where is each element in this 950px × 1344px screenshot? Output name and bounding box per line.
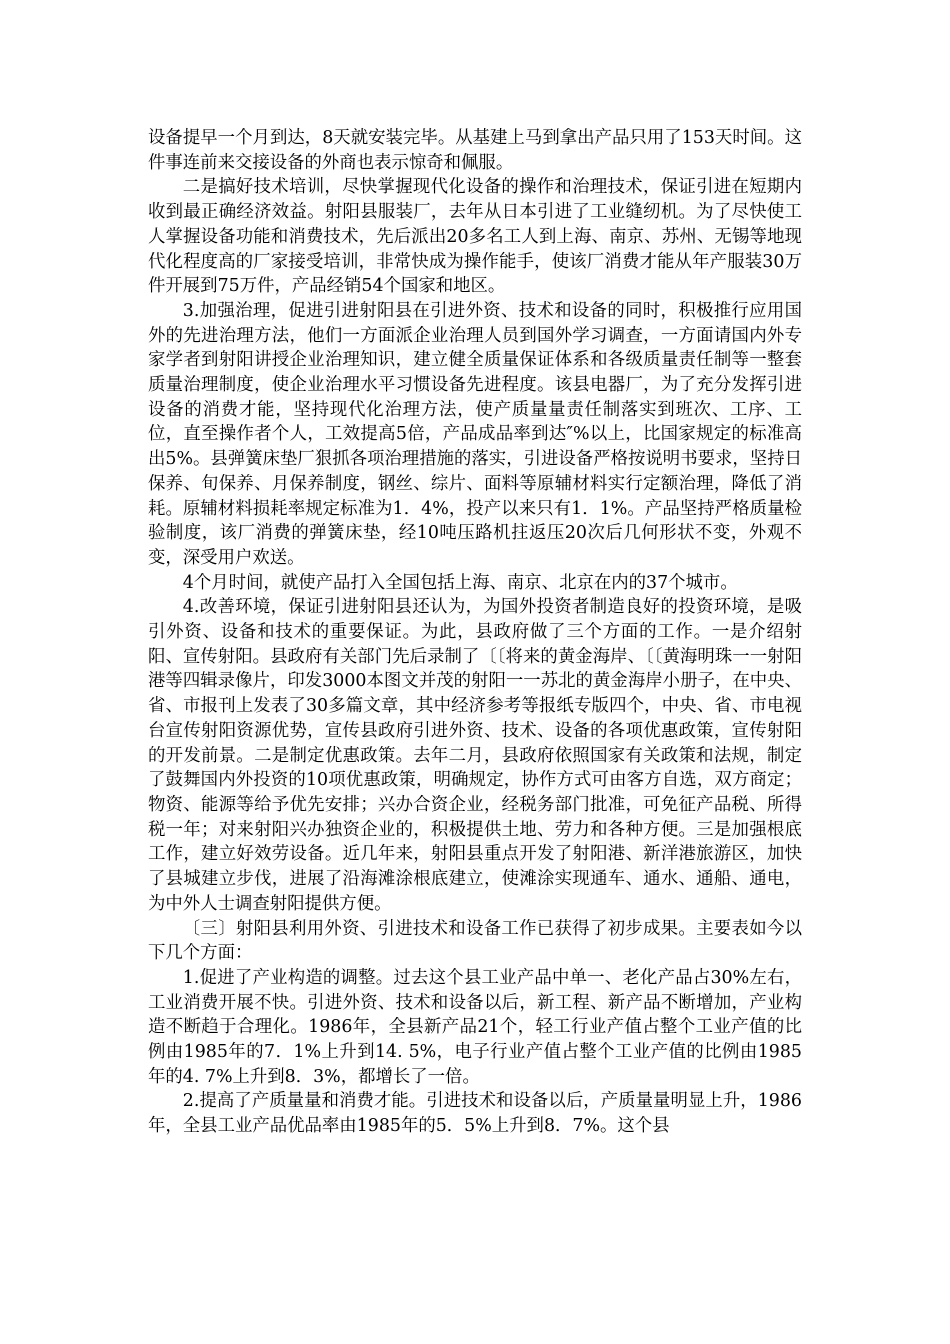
paragraph-1: 设备提早一个月到达，8天就安装完毕。从基建上马到拿出产品只用了153天时间。这件事连前来交接设备的外商也表示惊奇和佩服。 bbox=[148, 128, 802, 173]
paragraph-6: 〔三〕射阳县利用外资、引进技术和设备工作已获得了初步成果。主要表如今以下几个方面： bbox=[148, 918, 802, 964]
paragraph-5: 4.改善环境，保证引进射阳县还认为，为国外投资者制造良好的投资环境，是吸引外资、设备和技术的重要保证。为此，县政府做了三个方面的工作。一是介绍射阳、宣传射阳。县政府有关部门先后录制了〔〔将来的黄金海岸、〔〔黄海明珠一一射阳港等四辑录像片，印发3000本图文并茂的射阳一一苏北的黄金海岸小册子，在中央、省、市报刊上发表了30多篇文章，其中经济参考等报纸专版四个，中央、省、市电视台宣传射阳资源优势，宣传县政府引进外资、技术、设备的各项优惠政策，宣传射阳的开发前景。二是制定优惠政策。去年二月，县政府依照国家有关政策和法规，制定了鼓舞国内外投资的10项优惠政策，明确规定，协作方式可由客方自选，双方商定；物资、能源等给予优先安排；兴办合资企业，经税务部门批准，可免征产品税、所得税一年；对来射阳兴办独资企业的，积极提供土地、劳力和各种方便。三是加强根底工作，建立好效劳设备。近几年来，射阳县重点开发了射阳港、新洋港旅游区，加快了县城建立步伐，进展了沿海滩涂根底建立，使滩涂实现通车、通水、通船、通电，为中外人士调查射阳提供方便。 bbox=[148, 597, 802, 914]
document-body bbox=[148, 126, 802, 1139]
paragraph-4: 4个月时间，就使产品打入全国包括上海、南京、北京在内的37个城市。 bbox=[182, 572, 738, 593]
paragraph-7: 1.促进了产业构造的调整。过去这个县工业产品中单一、老化产品占30%左右，工业消费开展不快。引进外资、技术和设备以后，新工程、新产品不断增加，产业构造不断趋于合理化。1986年，全县新产品21个，轻工行业产值占整个工业产值的比例由1985年的7．1%上升到14. 5%，电子行业产值占整个工业产值的比例由1985年的4. 7%上升到8．3%，都增长了一倍。 bbox=[148, 967, 802, 1087]
paragraph-8: 2.提高了产质量量和消费才能。引进技术和设备以后，产质量量明显上升，1986年，全县工业产品优品率由1985年的5．5%上升到8．7%。这个县 bbox=[148, 1091, 802, 1137]
paragraph-2: 二是搞好技术培训，尽快掌握现代化设备的操作和治理技术，保证引进在短期内收到最正确经济效益。射阳县服装厂，去年从日本引进了工业缝纫机。为了尽快使工人掌握设备功能和消费技术，先后派出20多名工人到上海、南京、苏州、无锡等地现代化程度高的厂家接受培训，非常快成为操作能手，使该厂消费才能从年产服装30万件开展到75万件，产品经销54个国家和地区。 bbox=[148, 177, 802, 297]
paragraph-3: 3.加强治理，促进引进射阳县在引进外资、技术和设备的同时，积极推行应用国外的先进治理方法，他们一方面派企业治理人员到国外学习调查，一方面请国内外专家学者到射阳讲授企业治理知识，建立健全质量保证体系和各级质量责任制等一整套质量治理制度，使企业治理水平习惯设备先进程度。该县电器厂，为了充分发挥引进设备的消费才能，坚持现代化治理方法，使产质量量责任制落实到班次、工序、工位，直至操作者个人，工效提高5倍，产品成品率到达″%以上，比国家规定的标准高出5%。县弹簧床垫厂狠抓各项治理措施的落实，引进设备严格按说明书要求，坚持日保养、旬保养、月保养制度，钢丝、综片、面料等原辅材料实行定额治理，降低了消耗。原辅材料损耗率规定标准为1．4%，投产以来只有1．1%。产品坚持严格质量检验制度，该厂消费的弹簧床垫，经10吨压路机拄返压20次后几何形状不变，外观不变，深受用户欢送。 bbox=[148, 300, 802, 568]
